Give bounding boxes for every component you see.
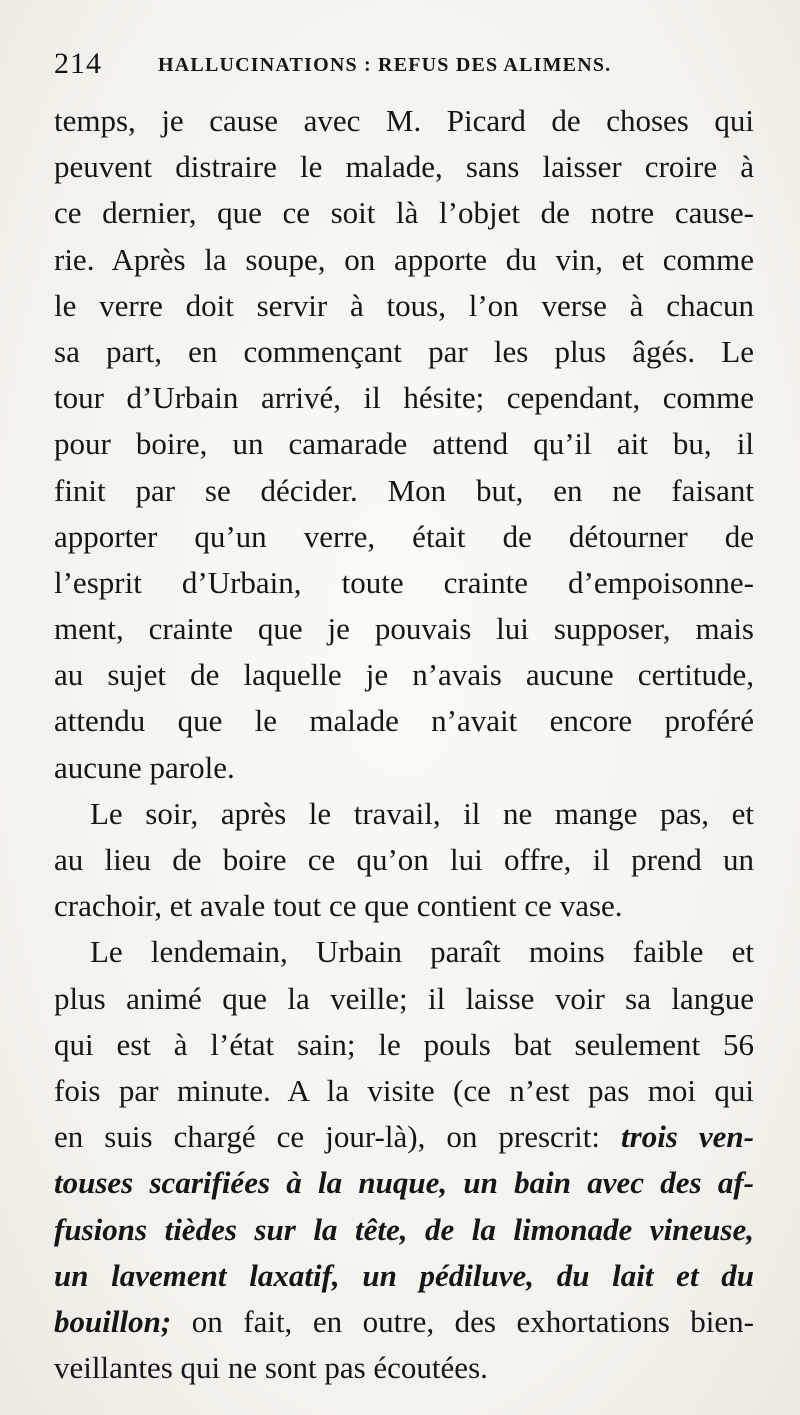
text-line <box>54 375 754 421</box>
text-run: rie. Après la soupe, on apporte du vin, et comme <box>54 241 754 277</box>
body-text <box>54 98 754 1391</box>
text-line <box>54 1253 754 1299</box>
text-line <box>54 560 754 606</box>
page-header <box>54 44 754 84</box>
text-run: aucune parole. <box>54 749 235 785</box>
text-run: qui est à l’état sain; le pouls bat seulement 56 <box>54 1026 754 1062</box>
text-line <box>54 1114 754 1160</box>
text-run: peuvent distraire le malade, sans laisser croire à <box>54 149 754 185</box>
page-number: 214 <box>54 47 102 80</box>
text-line <box>54 468 754 514</box>
text-run: attendu que le malade n’avait encore proféré <box>54 703 754 739</box>
text-run: ment, crainte que je pouvais lui supposer, mais <box>54 611 754 647</box>
text-line <box>54 514 754 560</box>
text-line <box>54 1345 754 1391</box>
running-head: HALLUCINATIONS : REFUS DES ALIMENS. <box>158 54 612 76</box>
text-line <box>54 329 754 375</box>
text-run: l’esprit d’Urbain, toute crainte d’empoisonne- <box>54 564 754 600</box>
text-run: finit par se décider. Mon but, en ne faisant <box>54 472 754 508</box>
text-line <box>54 1160 754 1206</box>
text-run: veillantes qui ne sont pas écoutées. <box>54 1350 488 1386</box>
text-line <box>54 976 754 1022</box>
text-run: Le lendemain, Urbain paraît moins faible et <box>90 934 754 970</box>
text-line <box>54 190 754 236</box>
text-run: ce dernier, que ce soit là l’objet de notre cause- <box>54 195 754 231</box>
text-line <box>54 883 754 929</box>
text-run: temps, je cause avec M. Picard de choses qui <box>54 103 754 138</box>
text-run: au lieu de boire ce qu’on lui offre, il prend un <box>54 842 754 877</box>
text-line <box>54 1299 754 1345</box>
italic-text: bouillon; <box>54 1303 172 1339</box>
text-line <box>54 929 754 975</box>
text-run: tour d’Urbain arrivé, il hésite; cependant, comme <box>54 380 754 416</box>
italic-text: trois ven- <box>621 1119 754 1155</box>
text-run: on fait, en outre, des exhortations bien- <box>171 1303 754 1339</box>
text-line <box>54 421 754 467</box>
text-line <box>54 1068 754 1114</box>
paragraph <box>54 98 754 791</box>
text-line <box>54 745 754 791</box>
text-run: en suis chargé ce jour-là), on prescrit: <box>54 1119 622 1155</box>
text-line <box>54 652 754 698</box>
text-line <box>54 98 754 144</box>
text-line <box>54 698 754 744</box>
italic-text: touses scarifiées à la nuque, un bain avec des af- <box>54 1165 754 1201</box>
text-run: au sujet de laquelle je n’avais aucune certitude, <box>54 657 754 693</box>
text-run: fois par minute. A la visite (ce n’est pas moi qui <box>54 1072 754 1108</box>
text-run: apporter qu’un verre, était de détourner de <box>54 518 754 554</box>
italic-text: fusions tièdes sur la tête, de la limonade vineuse, <box>54 1211 754 1247</box>
text-line <box>54 144 754 190</box>
text-line <box>54 606 754 652</box>
text-run: le verre doit servir à tous, l’on verse à chacun <box>54 287 754 323</box>
text-run: pour boire, un camarade attend qu’il ait bu, il <box>54 426 754 462</box>
text-run: plus animé que la veille; il laisse voir sa langue <box>54 980 754 1016</box>
text-line <box>54 791 754 837</box>
italic-text: un lavement laxatif, un pédiluve, du lait et du <box>54 1257 754 1293</box>
text-run: Le soir, après le travail, il ne mange pas, et <box>90 795 754 831</box>
paragraph <box>54 929 754 1391</box>
text-line <box>54 237 754 283</box>
text-line <box>54 1207 754 1253</box>
text-line <box>54 283 754 329</box>
text-run: sa part, en commençant par les plus âgés. Le <box>54 333 754 369</box>
paragraph <box>54 791 754 930</box>
text-line <box>54 837 754 883</box>
text-run: crachoir, et avale tout ce que contient ce vase. <box>54 888 623 924</box>
text-line <box>54 1022 754 1068</box>
